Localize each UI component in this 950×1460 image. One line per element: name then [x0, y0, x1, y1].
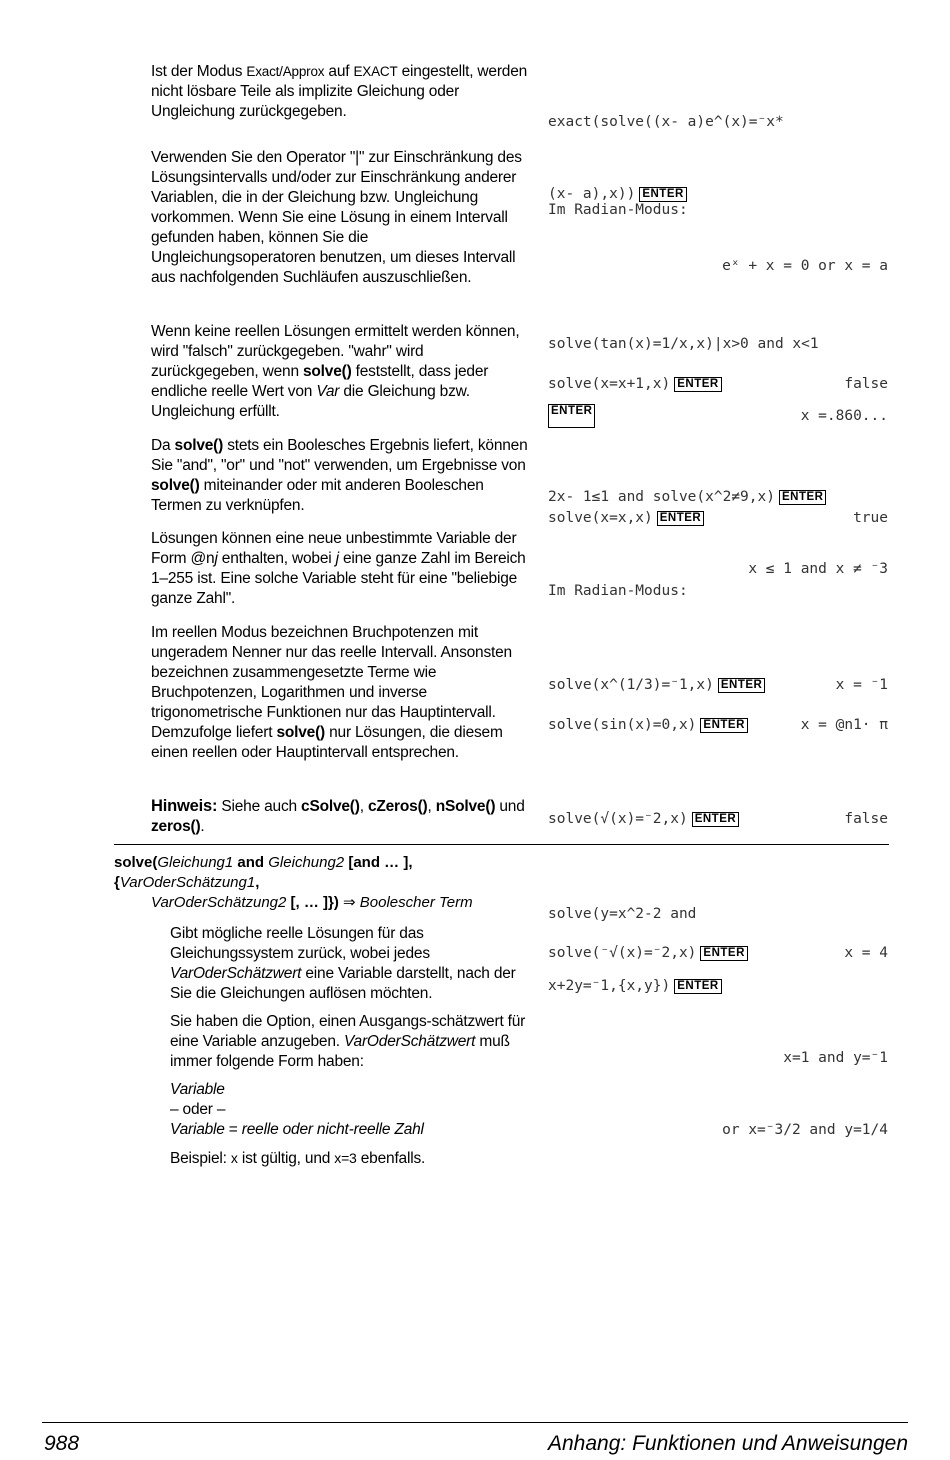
example-input: solve(x=x,x)	[548, 510, 653, 526]
example-result: false	[844, 376, 888, 392]
example-result: x =.860...	[800, 408, 888, 424]
example-result: x = 4	[844, 945, 888, 961]
example-result: x ≤ 1 and x ≠ ⁻3	[748, 561, 888, 577]
example-input: exact(solve((x- a)e^(x)=⁻x*	[548, 114, 784, 130]
hint-note: Hinweis: Siehe auch cSolve(), cZeros(), nSolve() und zeros().	[151, 797, 525, 835]
example-result: true	[853, 510, 888, 526]
example-result: or x=⁻3/2 and y=1/4	[722, 1122, 888, 1138]
enter-key: ENTER	[674, 979, 721, 994]
enter-key: ENTER	[779, 490, 826, 505]
example-result: false	[844, 811, 888, 827]
chapter-title: Anhang: Funktionen und Anweisungen	[548, 1432, 908, 1455]
solve-system-syntax: solve(Gleichung1 and Gleichung2 [and … ], {VarOderSchätzung1, VarOderSchätzung2 [, … ]}) ⇒ Boolescher Term	[114, 854, 473, 911]
enter-key: ENTER	[718, 678, 765, 693]
enter-key: ENTER	[657, 511, 704, 526]
page-number: 988	[44, 1432, 80, 1455]
section-divider	[114, 844, 889, 845]
mode-note: Im Radian-Modus:	[548, 202, 688, 218]
example-input: 2x- 1≤1 and solve(x^2≠9,x)	[548, 489, 775, 505]
example-input: solve(x=x+1,x)	[548, 376, 671, 392]
arbitrary-integer-description: Lösungen können eine neue unbestimmte Variable der Form @nj enthalten, wobei j eine ganze Zahl im Bereich 1–255 ist. Eine solche Variable steht für eine "beliebige ganze Zahl".	[151, 530, 526, 607]
example-input: solve(√(x)=⁻2,x)	[548, 811, 688, 827]
example-input: solve(x^(1/3)=⁻1,x)	[548, 677, 714, 693]
exact-mode-description: Ist der Modus Exact/Approx auf EXACT eingestellt, werden nicht lösbare Teile als implizite Gleichung oder Ungleichung zurückgegeben.	[151, 63, 528, 120]
example-result: x=1 and y=⁻1	[783, 1050, 888, 1066]
enter-key: ENTER	[639, 187, 686, 202]
example-input: solve(y=x^2-2 and	[548, 906, 697, 922]
enter-key: ENTER	[700, 718, 747, 733]
system-solve-example	[548, 854, 888, 1190]
boolean-result-description: Da solve() stets ein Boolesches Ergebnis liefert, können Sie "and", "or" und "not" verwenden, um Ergebnisse von solve() miteinander oder mit anderen Booleschen Termen zu verknüpfen.	[151, 437, 528, 514]
example-input: (x- a),x))	[548, 186, 636, 202]
example-input: solve(tan(x)=1/x,x)|x>0 and x<1	[548, 336, 819, 352]
example-result: eˣ + x = 0 or x = a	[722, 258, 888, 274]
example-result: x = @n1· π	[800, 717, 888, 733]
real-mode-description: Im reellen Modus bezeichnen Bruchpotenzen mit ungeradem Nenner nur das reelle Intervall. Ansonsten bezeichnen zusammengesetzte Terme wie Bruchpotenzen, Logarithmen und inverse trigonometrische Funktionen nur das Hauptintervall. Demzufolge liefert solve() nur Lösungen, die diesem einen reellen oder Hauptintervall entsprechen.	[151, 624, 512, 761]
system-solve-description: Gibt mögliche reelle Lösungen für das Gleichungssystem zurück, wobei jedes VarOderSchätzwert eine Variable darstellt, nach der Sie die Gleichungen auflösen möchten. Sie haben die Option, einen Ausgangs-schätzwert für eine Variable anzugeben. VarOderSchätzwert muß immer folgende Form haben: Variable – oder – Variable = reelle oder nicht-reelle Zahl Beispiel: x ist gültig, und x=3 ebenfalls.	[170, 925, 526, 1167]
no-real-solutions-description: Wenn keine reellen Lösungen ermittelt werden können, wird "falsch" zurückgegeben. "wahr" wird zurückgegeben, wenn solve() feststellt, dass jeder endliche reelle Wert von Var die Gleichung bzw. Ungleichung erfüllt.	[151, 323, 520, 420]
enter-key: ENTER	[700, 946, 747, 961]
example-input: solve(sin(x)=0,x)	[548, 717, 697, 733]
enter-key: ENTER	[674, 377, 721, 392]
example-result: x = ⁻1	[835, 677, 888, 693]
enter-key: ENTER	[692, 812, 739, 827]
example-input: solve(⁻√(x)=⁻2,x)	[548, 945, 697, 961]
mode-note: Im Radian-Modus:	[548, 583, 688, 599]
enter-key: ENTER	[548, 404, 595, 428]
footer-rule	[42, 1422, 908, 1423]
constraint-operator-description: Verwenden Sie den Operator "|" zur Einschränkung des Lösungsintervalls und/oder zur Einschränkung anderer Variablen, die in der Gleichung bzw. Ungleichung vorkommen. Wenn Sie eine Lösung in einem Intervall gefunden haben, können Sie die Ungleichungsoperatoren benutzen, um dieses Intervall aus nachfolgenden Suchläufen auszuschließen.	[151, 149, 522, 286]
example-input: x+2y=⁻1,{x,y})	[548, 978, 671, 994]
